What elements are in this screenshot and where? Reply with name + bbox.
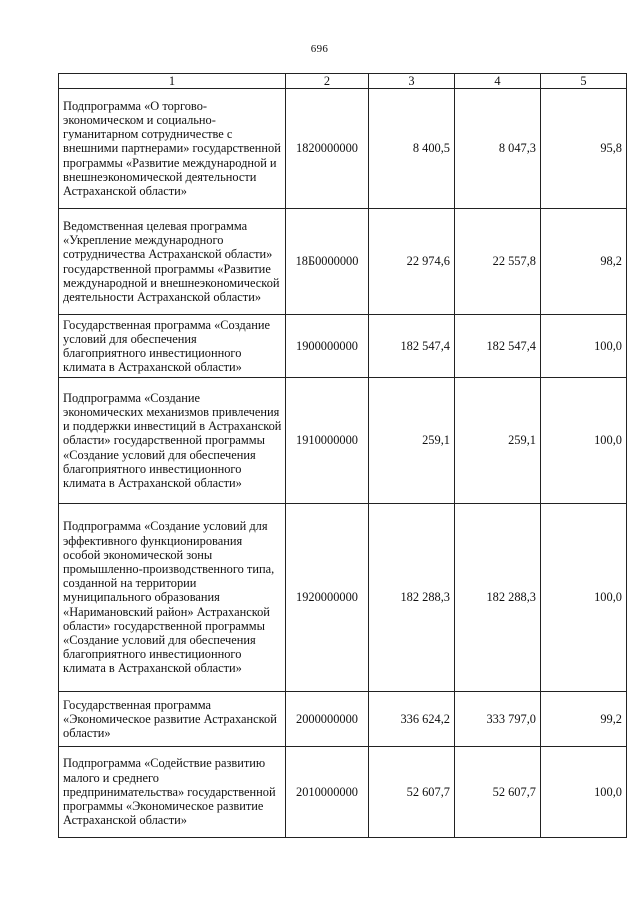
plan-amount-cell: 22 974,6 — [369, 209, 455, 315]
program-name-cell: Подпрограмма «Содействие развитию малого и среднего предпринимательства» государственной программы «Экономическое развитие Астраханской области» — [59, 747, 286, 838]
fact-amount-cell: 333 797,0 — [455, 692, 541, 747]
plan-amount-cell: 336 624,2 — [369, 692, 455, 747]
fact-amount-cell: 22 557,8 — [455, 209, 541, 315]
program-name-cell: Ведомственная целевая программа «Укрепление международного сотрудничества Астраханской области» государственной программы «Развитие международной и внешнеэкономической деятельности Астраханской области» — [59, 209, 286, 315]
program-name-cell: Подпрограмма «Создание условий для эффективного функционирования особой экономической зоны промышленно-производственного типа, созданной на территории муниципального образования «Наримановский район» Астраханской области» государственной программы «Создание условий для обеспечения благоприятного инвестиционного климата в Астраханской области» — [59, 504, 286, 692]
percent-cell: 100,0 — [541, 378, 627, 504]
column-header: 4 — [455, 74, 541, 89]
program-code-cell: 1920000000 — [286, 504, 369, 692]
column-header: 1 — [59, 74, 286, 89]
plan-amount-cell: 8 400,5 — [369, 89, 455, 209]
fact-amount-cell: 182 288,3 — [455, 504, 541, 692]
program-name-cell: Государственная программа «Экономическое развитие Астраханской области» — [59, 692, 286, 747]
budget-execution-table — [58, 73, 627, 838]
percent-cell: 100,0 — [541, 504, 627, 692]
program-code-cell: 1820000000 — [286, 89, 369, 209]
percent-cell: 100,0 — [541, 315, 627, 378]
table-row — [59, 504, 627, 692]
column-header: 5 — [541, 74, 627, 89]
fact-amount-cell: 259,1 — [455, 378, 541, 504]
program-code-cell: 18Б0000000 — [286, 209, 369, 315]
program-name-cell: Подпрограмма «О торгово-экономическом и социально-гуманитарном сотрудничестве с внешними партнерами» государственной программы «Развитие международной и внешнеэкономической деятельности Астраханской области» — [59, 89, 286, 209]
table-row — [59, 378, 627, 504]
table-row — [59, 747, 627, 838]
plan-amount-cell: 259,1 — [369, 378, 455, 504]
program-code-cell: 1910000000 — [286, 378, 369, 504]
program-code-cell: 2010000000 — [286, 747, 369, 838]
fact-amount-cell: 52 607,7 — [455, 747, 541, 838]
program-name-cell: Подпрограмма «Создание экономических механизмов привлечения и поддержки инвестиций в Астраханской области» государственной программы «Создание условий для обеспечения благоприятного инвестиционного климата в Астраханской области» — [59, 378, 286, 504]
percent-cell: 95,8 — [541, 89, 627, 209]
table-row — [59, 692, 627, 747]
table-header-row — [59, 74, 627, 89]
percent-cell: 99,2 — [541, 692, 627, 747]
table-row — [59, 89, 627, 209]
program-code-cell: 2000000000 — [286, 692, 369, 747]
fact-amount-cell: 8 047,3 — [455, 89, 541, 209]
table-row — [59, 315, 627, 378]
plan-amount-cell: 182 547,4 — [369, 315, 455, 378]
percent-cell: 98,2 — [541, 209, 627, 315]
percent-cell: 100,0 — [541, 747, 627, 838]
page-number: 696 — [310, 43, 329, 55]
column-header: 2 — [286, 74, 369, 89]
plan-amount-cell: 182 288,3 — [369, 504, 455, 692]
table-row — [59, 209, 627, 315]
program-code-cell: 1900000000 — [286, 315, 369, 378]
column-header: 3 — [369, 74, 455, 89]
program-name-cell: Государственная программа «Создание условий для обеспечения благоприятного инвестиционного климата в Астраханской области» — [59, 315, 286, 378]
plan-amount-cell: 52 607,7 — [369, 747, 455, 838]
fact-amount-cell: 182 547,4 — [455, 315, 541, 378]
